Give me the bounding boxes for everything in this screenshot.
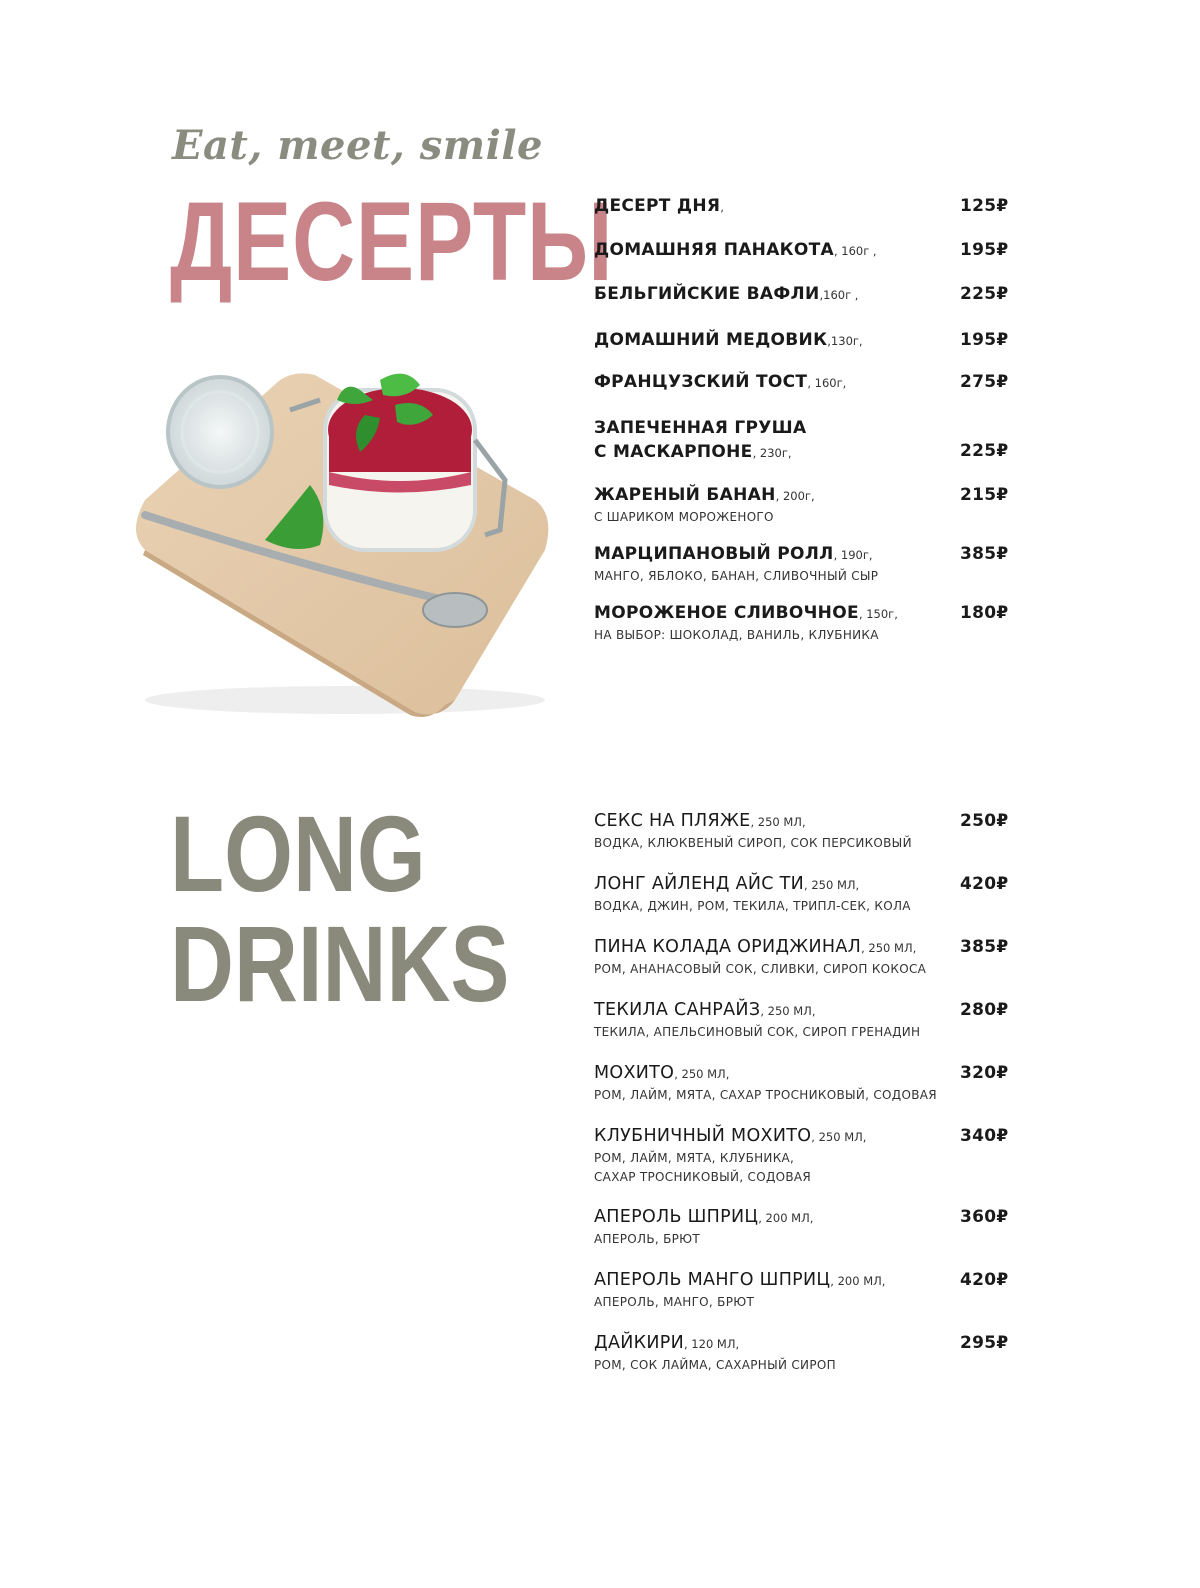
menu-item [594,1207,1014,1249]
item-description: ТЕКИЛА, АПЕЛЬСИНОВЫЙ СОК, СИРОП ГРЕНАДИН [594,1025,921,1039]
item-name: С МАСКАРПОНЕ [594,442,753,462]
item-price: 420₽ [960,1270,1009,1290]
item-price: 225₽ [960,441,1009,461]
tagline: Eat, meet, smile [172,122,543,169]
item-name: АПЕРОЛЬ МАНГО ШПРИЦ [594,1270,831,1290]
item-price: 195₽ [960,330,1009,350]
item-weight: , 200г, [775,489,815,503]
item-name: ПИНА КОЛАДА ОРИДЖИНАЛ [594,937,862,957]
item-volume: , 200 МЛ, [758,1211,814,1225]
item-price: 250₽ [960,811,1009,831]
item-volume: , 250 МЛ, [750,815,806,829]
item-volume: , 250 МЛ, [861,941,917,955]
item-weight: , 150г, [858,607,898,621]
item-weight: , 230г, [752,446,792,460]
menu-item [594,937,1014,979]
item-price: 320₽ [960,1063,1009,1083]
item-description-line2: САХАР ТРОСНИКОВЫЙ, СОДОВАЯ [594,1170,812,1184]
item-name: МАРЦИПАНОВЫЙ РОЛЛ [594,544,834,564]
menu-item [594,603,1014,645]
item-name: ЖАРЕНЫЙ БАНАН [594,485,776,505]
item-price: 275₽ [960,372,1009,392]
item-name: ТЕКИЛА САНРАЙЗ [594,1000,761,1020]
item-name: ДЕСЕРТ ДНЯ [594,196,721,216]
item-description: РОМ, ЛАЙМ, МЯТА, САХАР ТРОСНИКОВЫЙ, СОДОВАЯ [594,1088,937,1102]
item-price: 295₽ [960,1333,1009,1353]
menu-item [594,811,1014,853]
item-name: МОРОЖЕНОЕ СЛИВОЧНОЕ [594,603,859,623]
item-volume: , 250 МЛ, [760,1004,816,1018]
item-description: РОМ, СОК ЛАЙМА, САХАРНЫЙ СИРОП [594,1358,836,1372]
item-price: 385₽ [960,544,1009,564]
menu-item [594,330,1014,350]
item-description: МАНГО, ЯБЛОКО, БАНАН, СЛИВОЧНЫЙ СЫР [594,569,879,583]
item-name: ЛОНГ АЙЛЕНД АЙС ТИ [594,874,805,894]
dessert-photo [115,360,565,730]
menu-item [594,1126,1014,1187]
item-name: ФРАНЦУЗСКИЙ ТОСТ [594,372,808,392]
item-weight: ,130г, [827,334,863,348]
menu-item [594,240,1014,260]
menu-item [594,1333,1014,1375]
item-price: 180₽ [960,603,1009,623]
item-price: 215₽ [960,485,1009,505]
item-description: АПЕРОЛЬ, БРЮТ [594,1232,701,1246]
item-name: БЕЛЬГИЙСКИЕ ВАФЛИ [594,284,820,304]
item-name: МОХИТО [594,1063,675,1083]
item-weight: ,160г , [819,288,859,302]
menu-item [594,1063,1014,1105]
menu-item [594,418,1014,462]
item-volume: , 250 МЛ, [811,1130,867,1144]
item-price: 195₽ [960,240,1009,260]
menu-item [594,485,1014,527]
item-description: С ШАРИКОМ МОРОЖЕНОГО [594,510,774,524]
item-price: 385₽ [960,937,1009,957]
item-name: ДАЙКИРИ [594,1333,684,1353]
item-description: РОМ, ЛАЙМ, МЯТА, КЛУБНИКА, [594,1151,795,1165]
item-price: 340₽ [960,1126,1009,1146]
item-description: ВОДКА, КЛЮКВЕНЫЙ СИРОП, СОК ПЕРСИКОВЫЙ [594,836,912,850]
item-price: 420₽ [960,874,1009,894]
long-drinks-title-line2: DRINKS [170,903,510,1024]
item-name-line1: ЗАПЕЧЕННАЯ ГРУША [594,418,807,438]
item-price: 280₽ [960,1000,1009,1020]
item-name: АПЕРОЛЬ ШПРИЦ [594,1207,759,1227]
item-price: 225₽ [960,284,1009,304]
menu-item [594,1000,1014,1042]
item-weight: , [720,200,724,214]
item-description: ВОДКА, ДЖИН, РОМ, ТЕКИЛА, ТРИПЛ-СЕК, КОЛА [594,899,911,913]
desserts-title: ДЕСЕРТЫ [170,179,614,304]
item-weight: , 160г , [833,244,877,258]
item-description: НА ВЫБОР: ШОКОЛАД, ВАНИЛЬ, КЛУБНИКА [594,628,879,642]
long-drinks-title-line1: LONG [170,793,426,914]
item-name: КЛУБНИЧНЫЙ МОХИТО [594,1126,812,1146]
menu-item [594,874,1014,916]
item-volume: , 250 МЛ, [674,1067,730,1081]
long-drinks-title [170,793,510,1024]
item-price: 360₽ [960,1207,1009,1227]
item-volume: , 200 МЛ, [830,1274,886,1288]
item-description: РОМ, АНАНАСОВЫЙ СОК, СЛИВКИ, СИРОП КОКОСА [594,962,927,976]
item-weight: , 160г, [807,376,847,390]
item-volume: , 250 МЛ, [804,878,860,892]
menu-item [594,196,1014,216]
item-weight: , 190г, [833,548,873,562]
item-description: АПЕРОЛЬ, МАНГО, БРЮТ [594,1295,755,1309]
menu-item [594,284,1014,304]
menu-item [594,372,1014,392]
item-name: ДОМАШНИЙ МЕДОВИК [594,330,828,350]
menu-item [594,544,1014,586]
item-name: ДОМАШНЯЯ ПАНАКОТА [594,240,834,260]
item-volume: , 120 МЛ, [684,1337,740,1351]
menu-item [594,1270,1014,1312]
item-price: 125₽ [960,196,1009,216]
item-name: СЕКС НА ПЛЯЖЕ [594,811,751,831]
